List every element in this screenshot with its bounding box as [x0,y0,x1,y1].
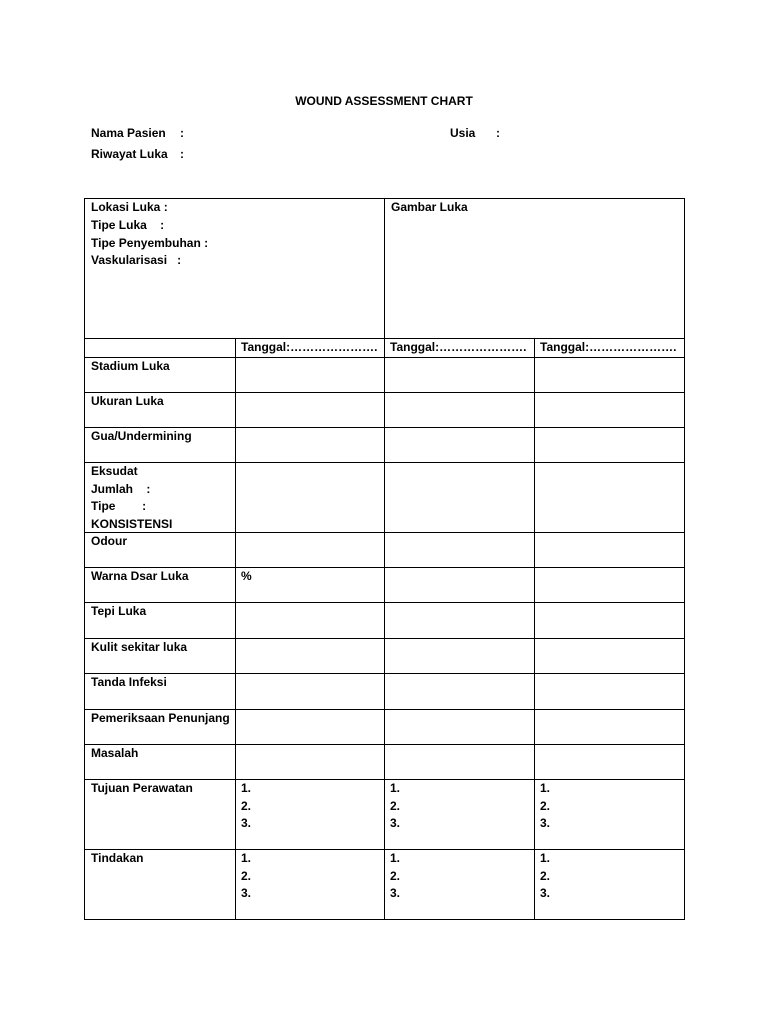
row-cell: 1. 2. 3. [241,781,252,830]
row-label: Tepi Luka [91,604,147,618]
row-label: Kulit sekitar luka [91,640,188,654]
row-cell: % [241,569,252,583]
top-section-line: Tipe Luka : [91,217,165,232]
row-cell: 1. 2. 3. [241,851,252,900]
row-label: Tipe : [91,499,147,513]
table-rule [235,338,236,920]
page-title: WOUND ASSESSMENT CHART [295,94,473,108]
row-label: Stadium Luka [91,359,170,373]
riwayat-luka-label: Riwayat Luka [91,147,168,161]
row-cell: 1. 2. 3. [540,781,551,830]
nama-pasien-colon: : [180,126,184,140]
top-section-line: Lokasi Luka : [91,200,168,214]
table-rule [684,198,685,920]
row-label: Warna Dsar Luka [91,569,189,583]
table-rule [84,198,85,920]
date-header-cell: Tanggal:…………………. [540,340,677,354]
row-cell: 1. 2. 3. [540,851,551,900]
row-label: Tanda Infeksi [91,675,167,689]
usia-colon: : [496,126,500,140]
table-rule [534,338,535,920]
usia-label: Usia [450,126,476,140]
row-label: Gua/Undermining [91,429,192,443]
row-label: Ukuran Luka [91,394,164,408]
row-cell: 1. 2. 3. [390,851,401,900]
date-header-cell: Tanggal:…………………. [241,340,378,354]
row-label: Pemeriksaan Penunjang [91,711,230,725]
row-label: Odour [91,534,127,548]
table-rule [384,338,385,920]
row-label: KONSISTENSI [91,516,173,531]
gambar-luka-label: Gambar Luka [391,200,468,214]
row-label: Jumlah : [91,481,151,496]
row-cell: 1. 2. 3. [390,781,401,830]
riwayat-luka-colon: : [180,147,184,161]
assessment-table [84,198,685,920]
table-rule [384,198,385,338]
top-section-line: Tipe Penyembuhan : [91,235,209,250]
top-section-line: Vaskularisasi : [91,253,182,268]
nama-pasien-label: Nama Pasien [91,126,166,140]
row-label: Tujuan Perawatan [91,781,193,795]
row-label: Tindakan [91,851,144,865]
row-label: Masalah [91,746,139,760]
date-header-cell: Tanggal:…………………. [390,340,527,354]
row-label: Eksudat [91,464,138,478]
